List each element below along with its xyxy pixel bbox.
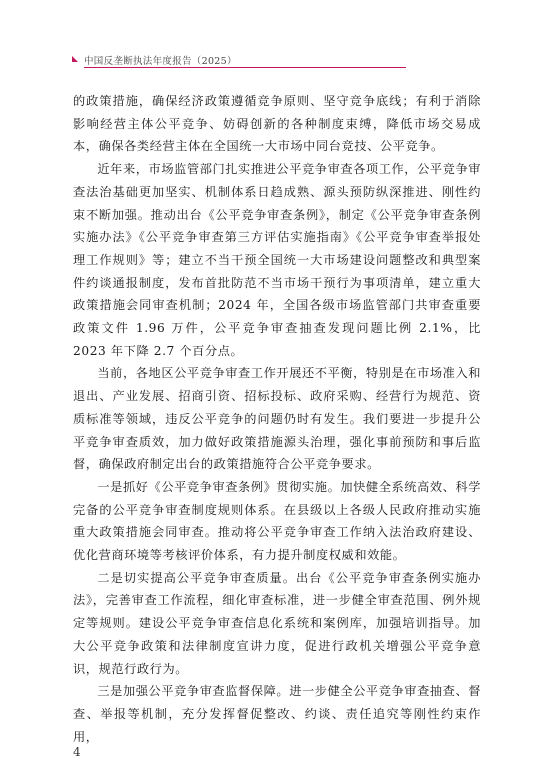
paragraph: 近年来，市场监管部门扎实推进公平竞争审查各项工作，公平竞争审查法治基础更加坚实、机制体系日趋成熟、源头预防纵深推进、刚性约束不断加强。推动出台《公平竞争审查条例》，制定《公平竞争审查条例实施办法》《公平竞争审查第三方评估实施指南》《公平竞争审查举报处理工作规则》等；建立不当干预全国统一大市场建设问题整改和典型案件约谈通报制度，发布首批防范不当市场干预行为事项清单，建立重大政策措施会同审查机制；2024 年，全国各级市场监管部门共审查重要政策文件 1.96 万件，公平竞争审查抽查发现问题比例 2.1%，比 2023 年下降 2.7 个百分点。 — [73, 162, 482, 358]
report-body — [73, 90, 481, 748]
paragraph-continued: 的政策措施，确保经济政策遵循竞争原则、坚守竞争底线；有利于消除影响经营主体公平竞争、妨碍创新的各种制度束缚，降低市场交易成本，确保各类经营主体在全国统一大市场中同台竞技、公平竞争。 — [73, 94, 481, 154]
running-header — [72, 53, 334, 69]
paragraph: 三是加强公平竞争审查监督保障。进一步健全公平竞争审查抽查、督查、举报等机制，充分发挥督促整改、约谈、责任追究等刚性约束作用， — [73, 684, 482, 744]
header-rule — [84, 67, 406, 68]
header-title: 中国反垄断执法年度报告（2025） — [84, 56, 237, 67]
page-number: 4 — [73, 745, 81, 759]
paragraph: 一是抓好《公平竞争审查条例》贯彻实施。加快健全系统高效、科学完备的公平竞争审查制度规则体系。在县级以上各级人民政府推动实施重大政策措施会同审查。推动将公平竞争审查工作纳入法治政府建设、优化营商环境等考核评价体系，有力提升制度权威和效能。 — [73, 479, 482, 563]
paragraph: 当前，各地区公平竞争审查工作开展还不平衡，特别是在市场准入和退出、产业发展、招商引资、招标投标、政府采购、经营行为规范、资质标准等领域，违反公平竞争的问题仍时有发生。我们要进一步提升公平竞争审查质效，加力做好政策措施源头治理，强化事前预防和事后监督，确保政府制定出台的政策措施符合公平竞争要求。 — [73, 366, 482, 472]
header-triangle-icon — [72, 56, 78, 62]
paragraph: 二是切实提高公平竞争审查质量。出台《公平竞争审查条例实施办法》，完善审查工作流程，细化审查标准，进一步健全审查范围、例外规定等规则。建设公平竞争审查信息化系统和案例库，加强培训指导。加大公平竞争政策和法律制度宣讲力度，促进行政机关增强公平竞争意识，规范行政行为。 — [73, 570, 481, 676]
